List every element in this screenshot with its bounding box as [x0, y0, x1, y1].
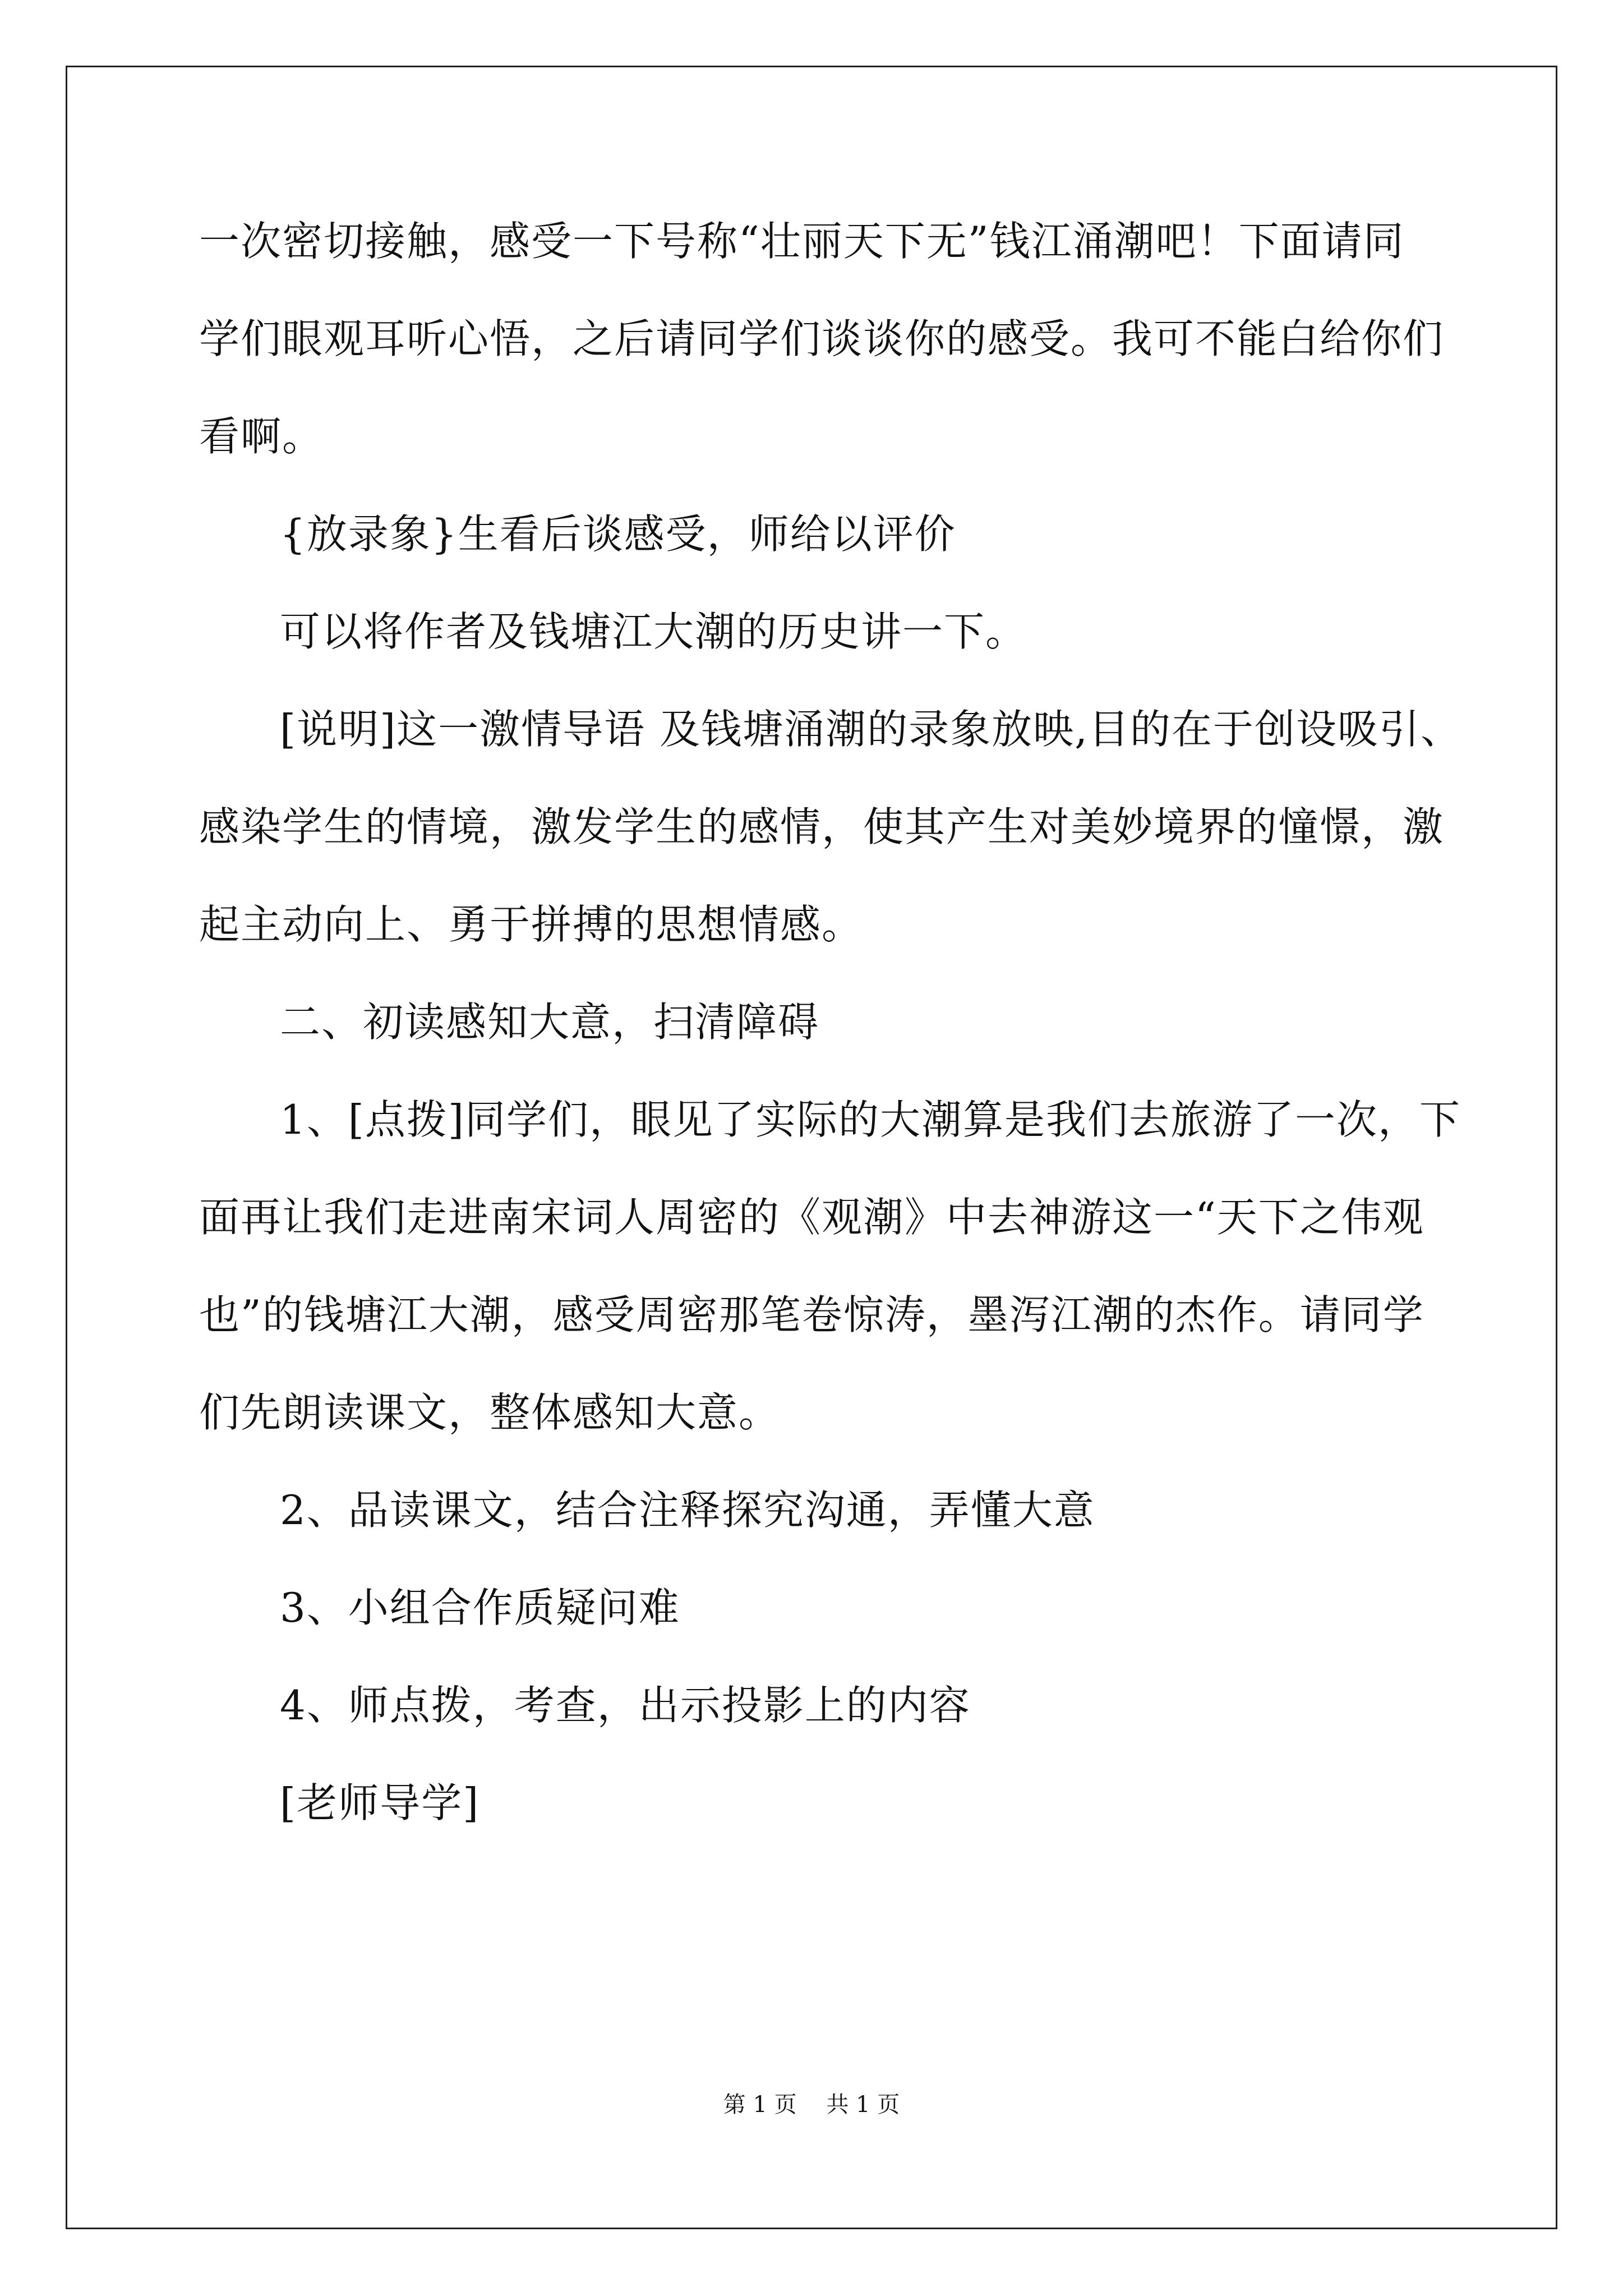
text-line: 可以将作者及钱塘江大潮的历史讲一下。 [280, 608, 1027, 655]
text-line: [老师导学] [280, 1779, 480, 1826]
text-line: {放录象}生看后谈感受，师给以评价 [280, 510, 956, 558]
page-number-footer: 第 1 页 共 1 页 [723, 2092, 900, 2118]
text-line: 1、[点拨]同学们，眼见了实际的大潮算是我们去旅游了一次，下 [280, 1096, 1461, 1143]
text-line: 4、师点拨，考查，出示投影上的内容 [280, 1682, 971, 1729]
text-line: [说明]这一激情导语 及钱塘涌潮的录象放映,目的在于创设吸引、 [280, 706, 1462, 753]
text-line: 感染学生的情境，激发学生的感情，使其产生对美妙境界的憧憬，激 [199, 803, 1445, 850]
text-line: 学们眼观耳听心悟，之后请同学们谈谈你的感受。我可不能白给你们 [199, 315, 1445, 362]
text-line: 也”的钱塘江大潮，感受周密那笔卷惊涛，墨泻江潮的杰作。请同学 [199, 1291, 1424, 1338]
text-line: 一次密切接触，感受一下号称“壮丽天下无”钱江涌潮吧！下面请同 [199, 218, 1405, 265]
text-line: 二、初读感知大意，扫清障碍 [280, 999, 820, 1046]
text-line: 起主动向上、勇于拼搏的思想情感。 [199, 901, 864, 948]
text-line: 们先朗读课文，整体感知大意。 [199, 1389, 781, 1436]
text-line: 面再让我们走进南宋词人周密的《观潮》中去神游这一“天下之伟观 [199, 1194, 1424, 1241]
text-line: 3、小组合作质疑问难 [280, 1584, 680, 1631]
page-border [66, 66, 1557, 2229]
text-line: 看啊。 [199, 413, 324, 460]
text-line: 2、品读课文，结合注释探究沟通，弄懂大意 [280, 1487, 1095, 1534]
